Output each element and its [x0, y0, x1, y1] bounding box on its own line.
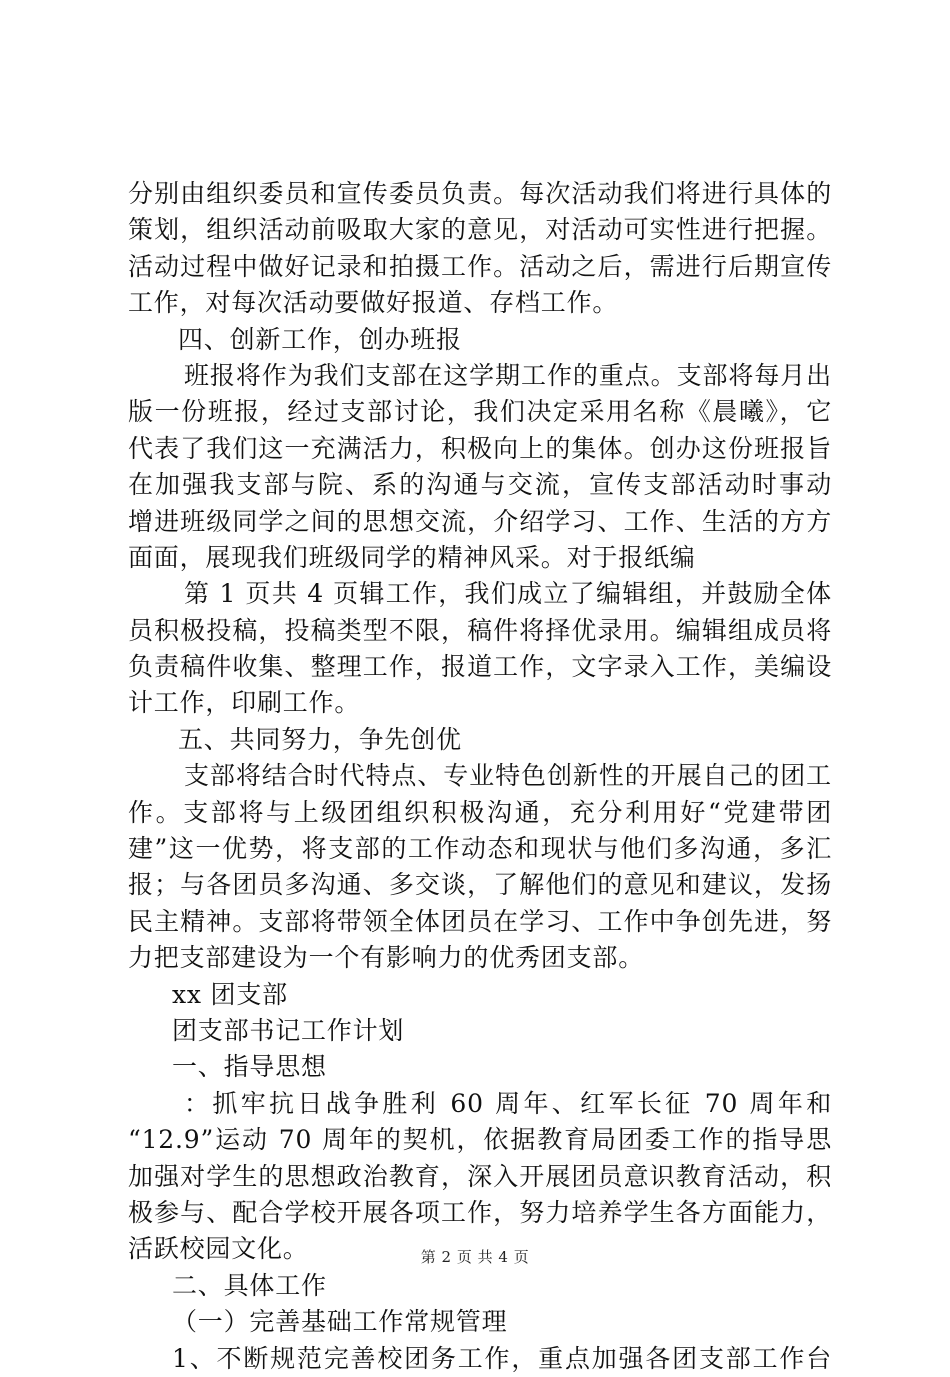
- text-line: 分别由组织委员和宣传委员负责。每次活动我们将进行具体的: [128, 179, 832, 208]
- text-line: 工作，对每次活动要做好报道、存档工作。: [128, 288, 619, 318]
- text-line: “12.9”运动 70 周年的契机，依据教育局团委工作的指导思: [128, 1125, 832, 1155]
- section-heading: 五、共同努力，争先创优: [178, 724, 462, 754]
- text-line: 活动过程中做好记录和拍摄工作。活动之后，需进行后期宣传: [128, 251, 832, 281]
- section-heading: 二、具体工作: [172, 1270, 327, 1300]
- text-line: 极参与、配合学校开展各项工作，努力培养学生各方面能力，: [128, 1197, 832, 1227]
- section-heading: 一、指导思想: [172, 1052, 327, 1082]
- text-line: 力把支部建设为一个有影响力的优秀团支部。: [128, 943, 645, 973]
- signature-line: xx 团支部: [172, 979, 288, 1009]
- text-line: 民主精神。支部将带领全体团员在学习、工作中争创先进，努: [128, 906, 832, 936]
- section-heading: 四、创新工作，创办班报: [178, 324, 462, 354]
- text-line: 面面，展现我们班级同学的精神风采。对于报纸编: [128, 542, 696, 572]
- text-line: 策划，组织活动前吸取大家的意见，对活动可实性进行把握。: [128, 215, 832, 245]
- text-line: 建”这一优势，将支部的工作动态和现状与他们多沟通，多汇: [128, 834, 832, 864]
- text-line: 负责稿件收集、整理工作，报道工作，文字录入工作，美编设: [128, 652, 832, 682]
- text-line: 增进班级同学之间的思想交流，介绍学习、工作、生活的方方: [128, 506, 832, 536]
- text-line: 班报将作为我们支部在这学期工作的重点。支部将每月出: [184, 360, 832, 390]
- text-line: 报；与各团员多沟通、多交谈，了解他们的意见和建议，发扬: [128, 870, 832, 900]
- text-line: 员积极投稿，投稿类型不限，稿件将择优录用。编辑组成员将: [128, 615, 832, 645]
- document-title: 团支部书记工作计划: [172, 1015, 405, 1045]
- document-body: [128, 176, 832, 1377]
- text-line: 活跃校园文化。: [128, 1234, 309, 1264]
- text-line: 第 1 页共 4 页辑工作，我们成立了编辑组，并鼓励全体: [184, 579, 832, 609]
- text-line: 支部将结合时代特点、专业特色创新性的开展自己的团工: [184, 761, 832, 791]
- subsection-heading: （一）完善基础工作常规管理: [172, 1307, 508, 1337]
- text-line: 计工作，印刷工作。: [128, 688, 361, 718]
- page-number-footer: 第 2 页 共 4 页: [420, 1248, 530, 1266]
- text-line: 作。支部将与上级团组织积极沟通，充分利用好“党建带团: [128, 797, 832, 827]
- text-line: 在加强我支部与院、系的沟通与交流，宣传支部活动时事动: [128, 470, 832, 500]
- text-line: 代表了我们这一充满活力，积极向上的集体。创办这份班报旨: [128, 433, 832, 463]
- text-line: 1、不断规范完善校团务工作，重点加强各团支部工作台: [172, 1343, 832, 1373]
- text-line: 加强对学生的思想政治教育，深入开展团员意识教育活动，积: [128, 1161, 832, 1191]
- text-line: ：抓牢抗日战争胜利 60 周年、红军长征 70 周年和: [184, 1088, 832, 1118]
- text-line: 版一份班报，经过支部讨论，我们决定采用名称《晨曦》，它: [128, 397, 832, 427]
